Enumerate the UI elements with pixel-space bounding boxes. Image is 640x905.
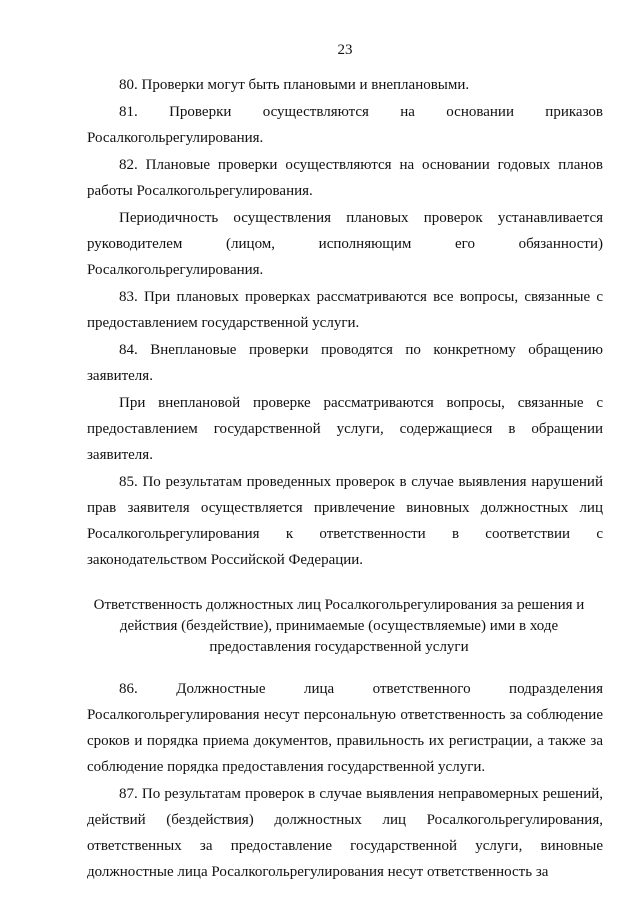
page-number: 23 (337, 42, 353, 58)
paragraph-83: 83. При плановых проверках рассматриваются все вопросы, связанные с предоставлением государственной услуги. (87, 289, 603, 331)
paragraph-84-unscheduled: При внеплановой проверке рассматриваются вопросы, связанные с предоставлением государственной услуги, содержащиеся в обращении заявителя. (87, 395, 603, 463)
paragraph-81: 81. Проверки осуществляются на основании приказов Росалкогольрегулирования. (87, 104, 603, 146)
section-heading: Ответственность должностных лиц Росалкогольрегулирования за решения и действия (бездействие), принимаемые (осуществляемые) ими в ходе предоставления государственной услуги (93, 597, 585, 655)
paragraph-82-periodicity: Периодичность осуществления плановых проверок устанавливается руководителем (лицом, исполняющим его обязанности) Росалкогольрегулирования. (87, 210, 603, 278)
paragraph-86: 86. Должностные лица ответственного подразделения Росалкогольрегулирования несут персональную ответственность за соблюдение сроков и порядка приема документов, правильность их регистрации, а также за соблюдение порядка предоставления государственной услуги. (87, 681, 603, 775)
paragraph-82: 82. Плановые проверки осуществляются на основании годовых планов работы Росалкогольрегулирования. (87, 157, 603, 199)
paragraph-87: 87. По результатам проверок в случае выявления неправомерных решений, действий (бездействия) должностных лиц Росалкогольрегулирования, ответственных за предоставление государственной услуги, виновные должностные лица Росалкогольрегулирования несут ответственность за (87, 786, 603, 880)
paragraph-85: 85. По результатам проведенных проверок в случае выявления нарушений прав заявителя осуществляется привлечение виновных должностных лиц Росалкогольрегулирования к ответственности в соответствии с законодательством Российской Федерации. (87, 474, 603, 568)
paragraph-84: 84. Внеплановые проверки проводятся по конкретному обращению заявителя. (87, 342, 603, 384)
paragraph-80: 80. Проверки могут быть плановыми и внеплановыми. (119, 77, 470, 93)
